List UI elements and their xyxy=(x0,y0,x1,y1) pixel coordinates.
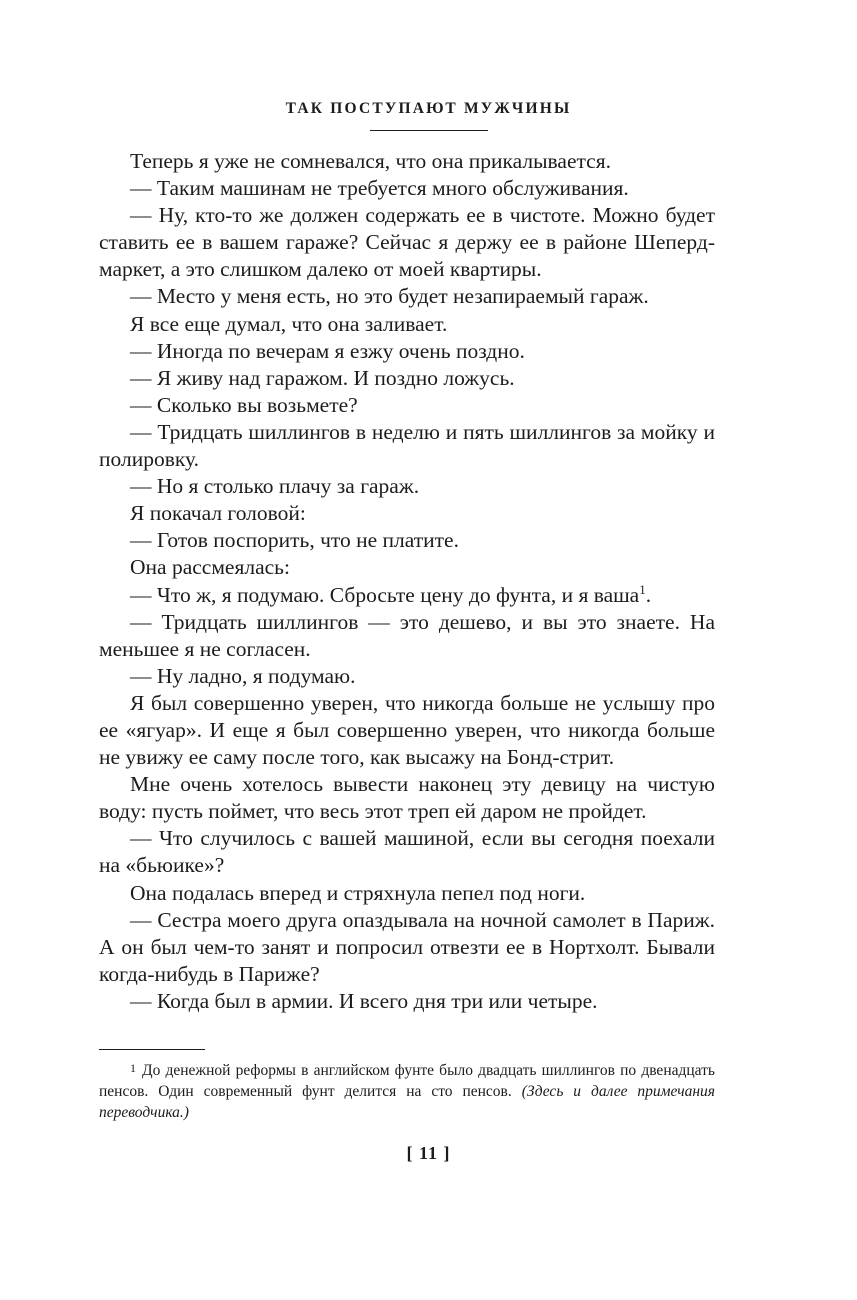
footnote-text: До денежной реформы в английском фунте было двадцать шиллингов по двенадцать пенсов. Один современный фунт делится на сто пенсов. xyxy=(99,1062,715,1100)
paragraph: Я покачал головой: xyxy=(130,501,306,526)
paragraph-text: — Что ж, я подумаю. Сбросьте цену до фунта, и я ваша xyxy=(130,582,640,607)
paragraph: — Я живу над гаражом. И поздно ложусь. xyxy=(130,365,515,390)
paragraph: — Сестра моего друга опаздывала на ночной самолет в Париж. А он был чем-то занят и попросил отвезти ее в Нортхолт. Бывали когда-нибудь в Париже? xyxy=(99,907,715,986)
paragraph: — Но я столько плачу за гараж. xyxy=(130,474,420,499)
paragraph: Теперь я уже не сомневался, что она прикалывается. xyxy=(130,149,611,173)
footnote-rule xyxy=(99,1049,205,1050)
paragraph: Мне очень хотелось вывести наконец эту девицу на чистую воду: пусть поймет, что весь этот треп ей даром не пройдет. xyxy=(99,772,715,824)
paragraph: — Тридцать шиллингов — это дешево, и вы это знаете. На меньшее я не согласен. xyxy=(99,609,715,661)
paragraph: Она подалась вперед и стряхнула пепел под ноги. xyxy=(130,880,586,905)
paragraph: Я был совершенно уверен, что никогда больше не услышу про ее «ягуар». И еще я был совершенно уверен, что никогда больше не увижу ее саму после того, как высажу на Бонд-стрит. xyxy=(99,690,715,770)
paragraph: — Ну, кто-то же должен содержать ее в чистоте. Можно будет ставить ее в вашем гараже? Сейчас я держу ее в районе Шеперд-маркет, а это слишком далеко от моей квартиры. xyxy=(99,203,715,282)
paragraph-end-punctuation: . xyxy=(645,582,652,607)
running-head-rule xyxy=(370,130,488,131)
paragraph: — Ну ладно, я подумаю. xyxy=(130,663,356,688)
paragraph: — Иногда по вечерам я езжу очень поздно. xyxy=(130,338,525,363)
paragraph: Я все еще думал, что она заливает. xyxy=(130,311,448,336)
paragraph-with-footnote xyxy=(99,582,715,609)
paragraph: — Что случилось с вашей машиной, если вы сегодня поехали на «бьюике»? xyxy=(99,826,715,878)
paragraph: — Место у меня есть, но это будет незапираемый гараж. xyxy=(130,284,649,309)
paragraph: Она рассмеялась: xyxy=(130,555,290,580)
paragraph: — Готов поспорить, что не платите. xyxy=(130,528,459,553)
footnote-mark: 1 xyxy=(130,1061,136,1075)
footnote-italic-note: (Здесь и далее примечания переводчика.) xyxy=(99,1083,716,1121)
page-number: [ 11 ] xyxy=(406,1143,451,1163)
paragraph: — Когда был в армии. И всего дня три или четыре. xyxy=(130,988,598,1013)
running-head: ТАК ПОСТУПАЮТ МУЖЧИНЫ xyxy=(285,100,572,117)
footnote-reference[interactable]: 1 xyxy=(639,582,646,597)
footnote xyxy=(99,1058,715,1123)
paragraph: — Сколько вы возьмете? xyxy=(130,392,358,417)
body-text xyxy=(99,148,715,1015)
paragraph: — Тридцать шиллингов в неделю и пять шиллингов за мойку и полировку. xyxy=(99,419,715,472)
paragraph: — Таким машинам не требуется много обслуживания. xyxy=(130,176,629,201)
